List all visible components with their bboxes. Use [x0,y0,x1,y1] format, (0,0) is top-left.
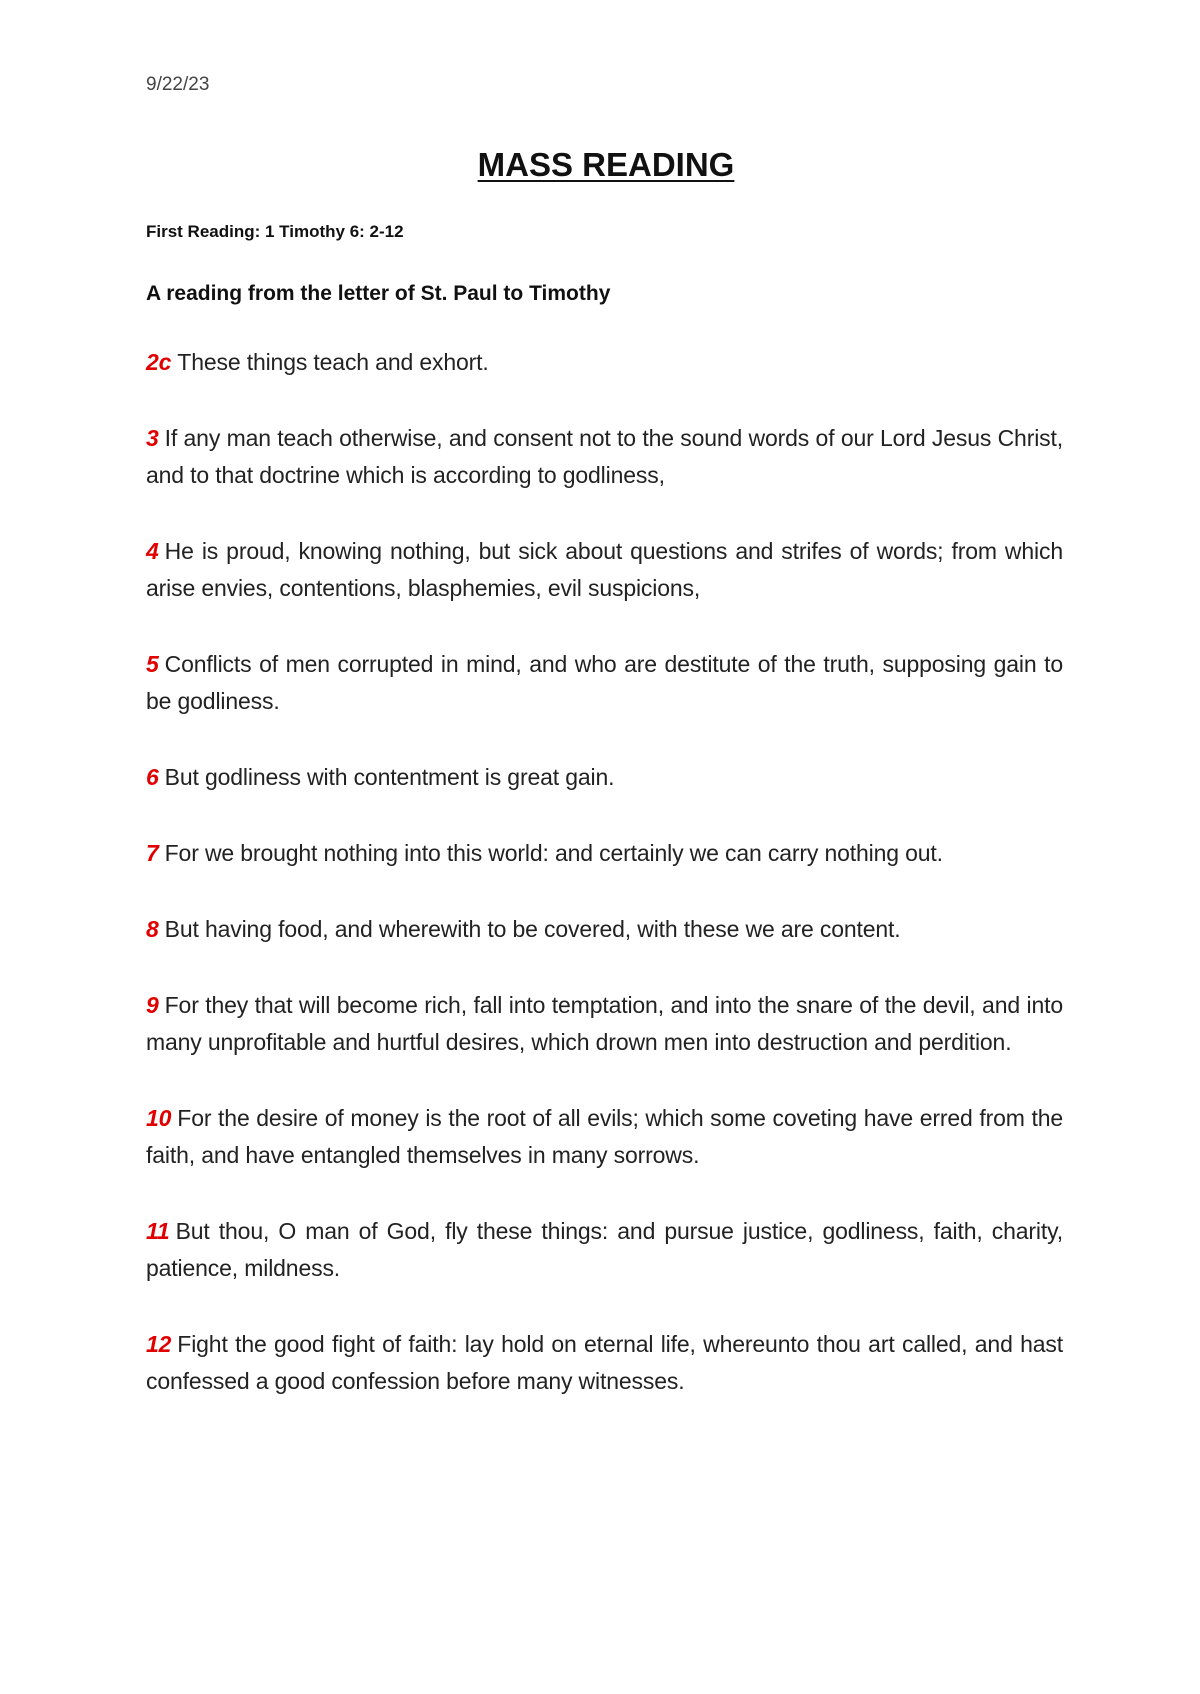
document-date: 9/22/23 [146,74,210,95]
verse-text: If any man teach otherwise, and consent not to the sound words of our Lord Jesus Christ, and to that doctrine which is according to godliness, [146,425,1063,488]
verse-text: For they that will become rich, fall into temptation, and into the snare of the devil, and into many unprofitable and hurtful desires, which drown men into destruction and perdition. [146,992,1063,1055]
verse-text: But having food, and wherewith to be covered, with these we are content. [164,916,901,942]
verse-number: 5 [146,651,159,677]
verse [146,1326,1063,1400]
verse-number: 3 [146,425,159,451]
verse-text: Fight the good fight of faith: lay hold on eternal life, whereunto thou art called, and hast confessed a good confession before many witnesses. [146,1331,1063,1394]
verse [146,420,1063,494]
verse-number: 9 [146,992,159,1018]
verse [146,344,1063,381]
verse [146,835,1063,872]
verse-text: These things teach and exhort. [177,349,489,375]
verse [146,1213,1063,1287]
page-title: MASS READING [477,146,735,183]
verse [146,759,1063,796]
verse-number: 4 [146,538,159,564]
verse-number: 10 [146,1105,172,1131]
verse-list [146,344,1063,1439]
verse [146,911,1063,948]
verse-number: 11 [146,1218,170,1244]
verse [146,533,1063,607]
verse-number: 2c [146,349,172,375]
verse-text: He is proud, knowing nothing, but sick about questions and strifes of words; from which arise envies, contentions, blasphemies, evil suspicions, [146,538,1063,601]
verse-number: 7 [146,840,159,866]
verse-text: Conflicts of men corrupted in mind, and who are destitute of the truth, supposing gain to be godliness. [146,651,1063,714]
reading-intro: A reading from the letter of St. Paul to Timothy [146,282,611,305]
verse-text: For the desire of money is the root of all evils; which some coveting have erred from the faith, and have entangled themselves in many sorrows. [146,1105,1063,1168]
reading-reference: First Reading: 1 Timothy 6: 2-12 [146,222,404,241]
verse-number: 6 [146,764,159,790]
verse [146,987,1063,1061]
verse-number: 12 [146,1331,172,1357]
verse-number: 8 [146,916,159,942]
verse [146,646,1063,720]
verse-text: For we brought nothing into this world: and certainly we can carry nothing out. [164,840,943,866]
verse-text: But thou, O man of God, fly these things: and pursue justice, godliness, faith, charity, patience, mildness. [146,1218,1063,1281]
verse [146,1100,1063,1174]
verse-text: But godliness with contentment is great gain. [164,764,615,790]
